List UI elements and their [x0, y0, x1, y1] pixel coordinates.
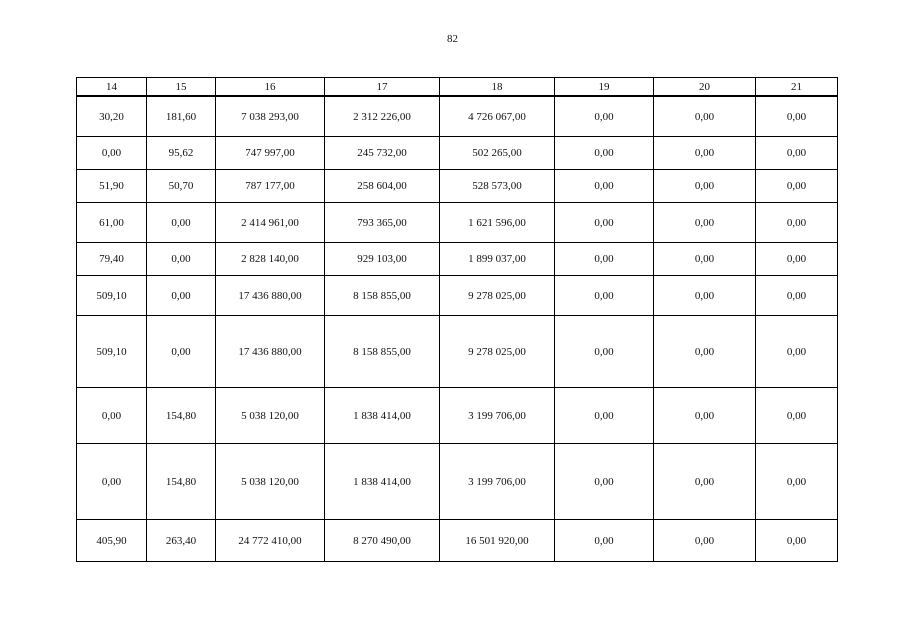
table-row [77, 520, 838, 562]
table-cell: 50,70 [147, 170, 216, 203]
table-cell: 0,00 [756, 388, 838, 444]
table-cell: 0,00 [756, 316, 838, 388]
table-cell: 0,00 [147, 276, 216, 316]
table-cell: 1 838 414,00 [325, 444, 440, 520]
table-cell: 154,80 [147, 444, 216, 520]
table-cell: 181,60 [147, 96, 216, 137]
table-cell: 2 828 140,00 [216, 243, 325, 276]
table-cell: 3 199 706,00 [440, 388, 555, 444]
table-cell: 0,00 [654, 276, 756, 316]
table-cell: 8 270 490,00 [325, 520, 440, 562]
table-row [77, 388, 838, 444]
table-cell: 747 997,00 [216, 137, 325, 170]
table-row [77, 444, 838, 520]
table-cell: 1 838 414,00 [325, 388, 440, 444]
table-cell: 0,00 [555, 203, 654, 243]
table-row [77, 137, 838, 170]
table-cell: 528 573,00 [440, 170, 555, 203]
table-cell: 16 501 920,00 [440, 520, 555, 562]
table-cell: 3 199 706,00 [440, 444, 555, 520]
table-cell: 7 038 293,00 [216, 96, 325, 137]
table-cell: 509,10 [77, 276, 147, 316]
data-table [76, 77, 838, 562]
table-cell: 405,90 [77, 520, 147, 562]
table-cell: 2 312 226,00 [325, 96, 440, 137]
table-cell: 0,00 [654, 203, 756, 243]
table-cell: 5 038 120,00 [216, 388, 325, 444]
table-row [77, 276, 838, 316]
column-header: 16 [216, 78, 325, 97]
column-header: 15 [147, 78, 216, 97]
table-cell: 0,00 [77, 388, 147, 444]
table-cell: 0,00 [756, 520, 838, 562]
table-cell: 0,00 [555, 444, 654, 520]
table-cell: 0,00 [555, 243, 654, 276]
table-cell: 0,00 [147, 316, 216, 388]
table-cell: 17 436 880,00 [216, 316, 325, 388]
column-header: 20 [654, 78, 756, 97]
table-cell: 0,00 [756, 170, 838, 203]
table-cell: 24 772 410,00 [216, 520, 325, 562]
column-header: 21 [756, 78, 838, 97]
table-row [77, 203, 838, 243]
table-cell: 793 365,00 [325, 203, 440, 243]
table-cell: 9 278 025,00 [440, 316, 555, 388]
table-cell: 0,00 [756, 444, 838, 520]
table-cell: 1 899 037,00 [440, 243, 555, 276]
table-cell: 0,00 [555, 388, 654, 444]
table-cell: 0,00 [555, 137, 654, 170]
table-cell: 95,62 [147, 137, 216, 170]
table-cell: 0,00 [147, 203, 216, 243]
table-cell: 502 265,00 [440, 137, 555, 170]
table-cell: 0,00 [654, 137, 756, 170]
table-cell: 0,00 [555, 170, 654, 203]
table-cell: 0,00 [756, 96, 838, 137]
table-cell: 30,20 [77, 96, 147, 137]
table-cell: 8 158 855,00 [325, 316, 440, 388]
table-cell: 0,00 [77, 137, 147, 170]
table-cell: 61,00 [77, 203, 147, 243]
table-row [77, 243, 838, 276]
table-cell: 263,40 [147, 520, 216, 562]
table-cell: 0,00 [555, 276, 654, 316]
table-cell: 0,00 [654, 243, 756, 276]
table-cell: 154,80 [147, 388, 216, 444]
table-cell: 79,40 [77, 243, 147, 276]
table-cell: 787 177,00 [216, 170, 325, 203]
table-cell: 0,00 [756, 203, 838, 243]
table-cell: 0,00 [555, 96, 654, 137]
column-header: 17 [325, 78, 440, 97]
table-cell: 5 038 120,00 [216, 444, 325, 520]
table-cell: 0,00 [555, 316, 654, 388]
table-cell: 258 604,00 [325, 170, 440, 203]
column-header: 18 [440, 78, 555, 97]
table-cell: 1 621 596,00 [440, 203, 555, 243]
table-cell: 0,00 [756, 276, 838, 316]
table-cell: 17 436 880,00 [216, 276, 325, 316]
table-cell: 0,00 [654, 316, 756, 388]
table-cell: 509,10 [77, 316, 147, 388]
table-cell: 0,00 [555, 520, 654, 562]
table-cell: 0,00 [77, 444, 147, 520]
column-header: 19 [555, 78, 654, 97]
table-cell: 0,00 [654, 520, 756, 562]
table-cell: 0,00 [147, 243, 216, 276]
table-cell: 245 732,00 [325, 137, 440, 170]
table-cell: 929 103,00 [325, 243, 440, 276]
table-row [77, 96, 838, 137]
table-cell: 0,00 [756, 243, 838, 276]
table-cell: 9 278 025,00 [440, 276, 555, 316]
table-row [77, 316, 838, 388]
table-cell: 2 414 961,00 [216, 203, 325, 243]
page-number: 82 [447, 33, 458, 45]
table-cell: 0,00 [654, 96, 756, 137]
table-row [77, 170, 838, 203]
column-header: 14 [77, 78, 147, 97]
table-header-row [77, 78, 838, 97]
table-cell: 0,00 [654, 170, 756, 203]
table-cell: 51,90 [77, 170, 147, 203]
table-cell: 0,00 [756, 137, 838, 170]
table-cell: 0,00 [654, 444, 756, 520]
table-cell: 4 726 067,00 [440, 96, 555, 137]
table-cell: 0,00 [654, 388, 756, 444]
table-cell: 8 158 855,00 [325, 276, 440, 316]
